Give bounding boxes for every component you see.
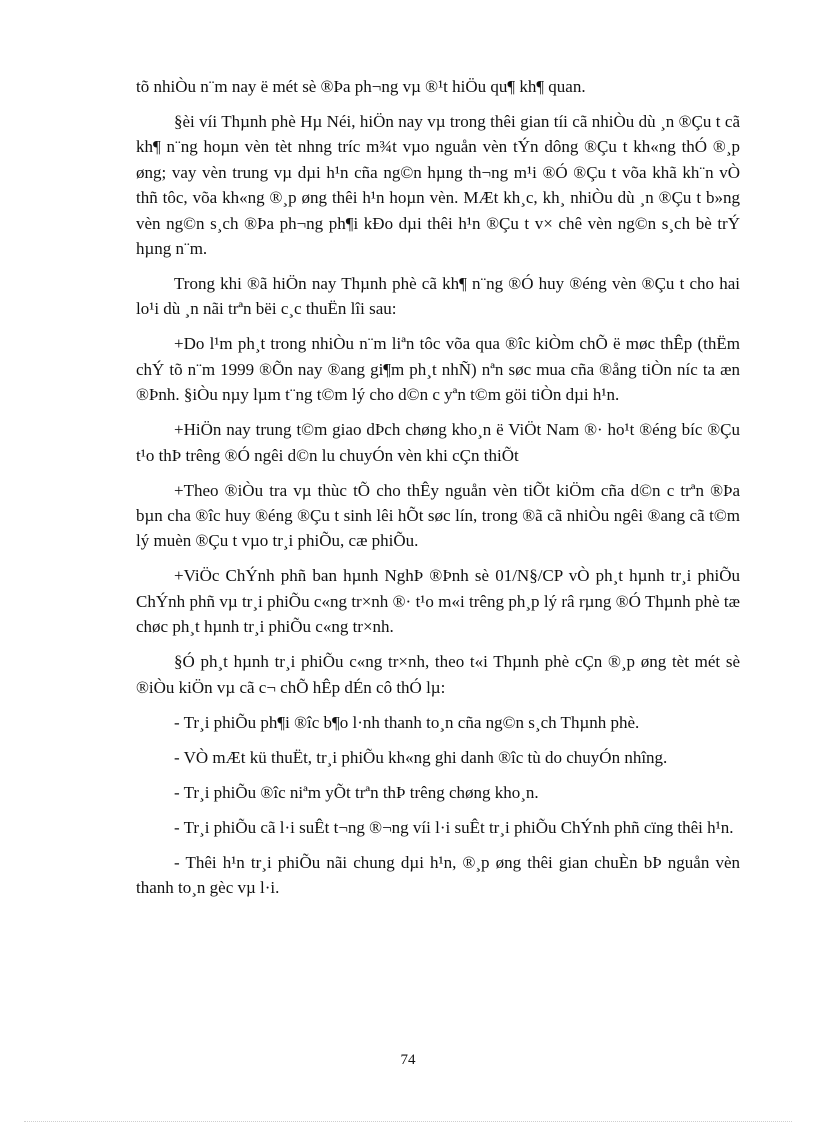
- paragraph: - Tr¸i phiÕu ph¶i ®îc b¶o l·nh thanh to¸n cña ng©n s¸ch Thµnh phè.: [174, 712, 640, 732]
- paragraph: - Tr¸i phiÕu cã l·i suÊt t¬ng ®¬ng víi l·i suÊt tr¸i phiÕu ChÝnh phñ cïng thêi h¹n.: [174, 817, 734, 837]
- paragraph: Trong khi ®ã hiÖn nay Thµnh phè cã kh¶ n¨ng ®Ó huy ®éng vèn ®Çu t cho hai lo¹i dù ¸n nãi trªn bëi c¸c thuËn lîi sau:: [136, 274, 740, 319]
- page-bottom-rule: [24, 1121, 792, 1122]
- paragraph: - VÒ mÆt kü thuËt, tr¸i phiÕu kh«ng ghi danh ®îc tù do chuyÓn nhîng.: [174, 747, 668, 767]
- paragraph: §èi víi Thµnh phè Hµ Néi, hiÖn nay vµ trong thêi gian tíi cã nhiÒu dù ¸n ®Çu t cã kh¶ n¨ng hoµn vèn tèt nhng tríc m¾t vµo nguån vèn tÝn dông ®Çu t kh«ng thÓ ®¸p øng; vay vèn trung vµ dµi h¹n cña ng©n hµng th¬ng m¹i ®Ó ®Çu t võa khã kh¨n vÒ thñ tôc, võa kh«ng ®¸p øng thêi h¹n hoµn vèn. MÆt kh¸c, kh¸ nhiÒu dù ¸n ®Çu t b»ng vèn ng©n s¸ch ®Þa ph¬ng ph¶i kÐo dµi thêi h¹n ®Çu t v× chê vèn ng©n s¸ch bè trÝ hµng n¨m.: [136, 112, 740, 259]
- paragraph: - Thêi h¹n tr¸i phiÕu nãi chung dµi h¹n, ®¸p øng thêi gian chuÈn bÞ nguån vèn thanh to¸n gèc vµ l·i.: [136, 852, 740, 898]
- paragraph: - Tr¸i phiÕu ®îc niªm yÕt trªn thÞ trêng chøng kho¸n.: [174, 782, 539, 802]
- body-text: [136, 74, 740, 910]
- paragraph: +ViÖc ChÝnh phñ ban hµnh NghÞ ®Þnh sè 01/N§/CP vÒ ph¸t hµnh tr¸i phiÕu ChÝnh phñ vµ tr¸i phiÕu c«ng tr×nh ®· t¹o m«i trêng ph¸p lý râ rµng ®Ó Thµnh phè tæ chøc ph¸t hµnh tr¸i phiÕu c«ng tr×nh.: [136, 566, 740, 637]
- page-number: 74: [400, 1052, 416, 1068]
- paragraph: +HiÖn nay trung t©m giao dÞch chøng kho¸n ë ViÖt Nam ®· ho¹t ®éng bíc ®Çu t¹o thÞ trêng ®Ó ngêi d©n lu chuyÓn vèn khi cÇn thiÕt: [136, 420, 740, 465]
- paragraph: §Ó ph¸t hµnh tr¸i phiÕu c«ng tr×nh, theo t«i Thµnh phè cÇn ®¸p øng tèt mét sè ®iÒu kiÖn vµ cã c¬ chÕ hÊp dÉn cô thÓ lµ:: [136, 652, 740, 697]
- paragraph: +Do l¹m ph¸t trong nhiÒu n¨m liªn tôc võa qua ®îc kiÒm chÕ ë møc thÊp (thËm chÝ tõ n¨m 1999 ®Õn nay ®ang gi¶m ph¸t nhÑ) nªn søc mua cña ®ång tiÒn níc ta æn ®Þnh. §iÒu nµy lµm t¨ng t©m lý cho d©n c yªn t©m göi tiÒn dµi h¹n.: [136, 334, 740, 405]
- paragraph: tõ nhiÒu n¨m nay ë mét sè ®Þa ph¬ng vµ ®¹t hiÖu qu¶ kh¶ quan.: [136, 77, 586, 96]
- paragraph: +Theo ®iÒu tra vµ thùc tÕ cho thÊy nguån vèn tiÕt kiÖm cña d©n c trªn ®Þa bµn cha ®îc huy ®éng ®Çu t sinh lêi hÕt søc lín, trong ®ã cã nhiÒu ngêi ®ang cã t©m lý muèn ®Çu t vµo tr¸i phiÕu, cæ phiÕu.: [136, 480, 740, 551]
